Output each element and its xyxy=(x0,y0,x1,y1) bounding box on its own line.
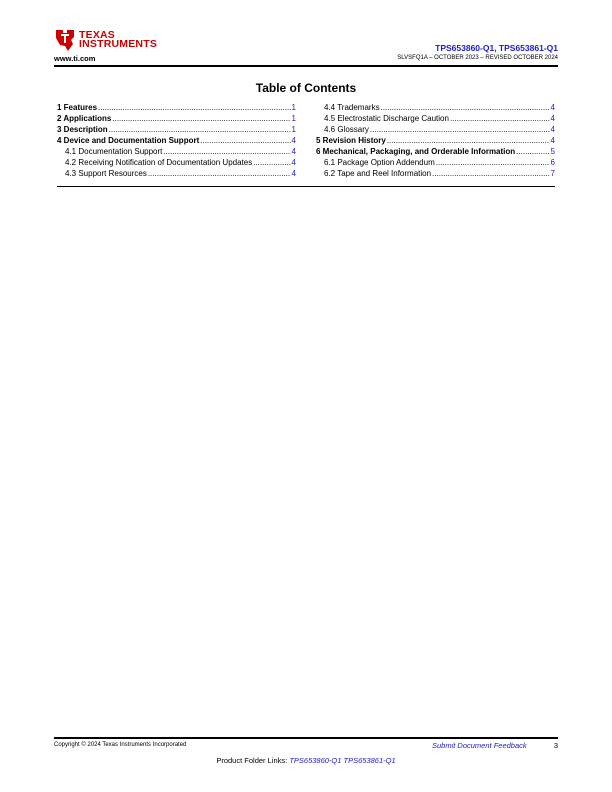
toc-entry-label: 4.4 Trademarks xyxy=(324,103,380,112)
toc-entry-label: 6.2 Tape and Reel Information xyxy=(324,169,432,178)
page-number: 3 xyxy=(553,741,558,750)
toc-entry[interactable] xyxy=(316,102,555,113)
toc-entry[interactable] xyxy=(316,124,555,135)
toc-entry-label: 4.3 Support Resources xyxy=(65,169,147,178)
toc-entry[interactable] xyxy=(57,157,296,168)
toc-leader-dots xyxy=(253,158,290,168)
toc-entry-page[interactable]: 1 xyxy=(291,114,296,123)
toc-entry[interactable] xyxy=(316,168,555,179)
toc-leader-dots xyxy=(148,169,291,179)
toc-entry-page[interactable]: 1 xyxy=(291,125,296,134)
toc-leader-dots xyxy=(112,114,290,124)
toc-entry-page[interactable]: 4 xyxy=(550,136,555,145)
toc-entry-label: 2 Applications xyxy=(57,114,112,123)
toc-entry[interactable] xyxy=(316,113,555,124)
toc-entry-page[interactable]: 7 xyxy=(550,169,555,178)
toc-leader-dots xyxy=(516,147,549,157)
toc-entry-label: 5 Revision History xyxy=(316,136,386,145)
toc-entry-page[interactable]: 4 xyxy=(291,147,296,156)
doc-info: SLVSFQ1A – OCTOBER 2023 – REVISED OCTOBER 2024 xyxy=(397,55,558,61)
toc-entry-label: 4.5 Electrostatic Discharge Caution xyxy=(324,114,449,123)
toc-leader-dots xyxy=(200,136,290,146)
toc-entry-page[interactable]: 4 xyxy=(291,158,296,167)
footer-rule xyxy=(54,737,558,739)
toc-leader-dots xyxy=(98,103,291,113)
toc-entry[interactable] xyxy=(316,157,555,168)
toc-entry[interactable] xyxy=(57,124,296,135)
submit-feedback-link[interactable]: Submit Document Feedback xyxy=(432,741,527,750)
toc-entry[interactable] xyxy=(316,146,555,157)
toc-entry[interactable] xyxy=(57,102,296,113)
toc-entry[interactable] xyxy=(316,135,555,146)
toc-leader-dots xyxy=(370,125,550,135)
toc-entry-label: 6 Mechanical, Packaging, and Orderable Information xyxy=(316,147,516,156)
toc-entry-label: 6.1 Package Option Addendum xyxy=(324,158,435,167)
product-folder-links xyxy=(0,756,612,765)
toc-entry-page[interactable]: 4 xyxy=(291,169,296,178)
product-title-link[interactable]: TPS653860-Q1, TPS653861-Q1 xyxy=(435,43,558,53)
toc-entry-page[interactable]: 4 xyxy=(550,125,555,134)
copyright: Copyright © 2024 Texas Instruments Incorporated xyxy=(54,742,187,748)
ti-state-icon xyxy=(54,28,76,52)
toc-entry-label: 1 Features xyxy=(57,103,98,112)
folder-link-tps653861[interactable]: TPS653861-Q1 xyxy=(343,756,396,765)
toc-entry-page[interactable]: 4 xyxy=(291,136,296,145)
toc-entry-label: 3 Description xyxy=(57,125,108,134)
toc-right-column xyxy=(316,102,555,179)
toc-entry-page[interactable]: 1 xyxy=(291,103,296,112)
toc-leader-dots xyxy=(450,114,550,124)
toc-entry[interactable] xyxy=(57,146,296,157)
logo-line-2: INSTRUMENTS xyxy=(79,38,158,50)
toc-entry-page[interactable]: 5 xyxy=(550,147,555,156)
toc-leader-dots xyxy=(436,158,550,168)
toc-entry-page[interactable]: 6 xyxy=(550,158,555,167)
toc-leader-dots xyxy=(109,125,291,135)
toc-left-column xyxy=(57,102,296,179)
folder-link-tps653860[interactable]: TPS653860-Q1 xyxy=(289,756,342,765)
folder-links-prefix: Product Folder Links: xyxy=(216,756,288,765)
logo-line-1: TEXAS xyxy=(79,29,116,41)
toc-leader-dots xyxy=(432,169,550,179)
toc-title: Table of Contents xyxy=(255,81,357,95)
toc-entry[interactable] xyxy=(57,113,296,124)
logo-wordmark xyxy=(79,31,157,49)
toc-entry[interactable] xyxy=(57,135,296,146)
header-rule xyxy=(54,65,558,67)
toc-leader-dots xyxy=(163,147,290,157)
ti-logo xyxy=(54,28,164,54)
toc-entry-label: 4.2 Receiving Notification of Documentation Updates xyxy=(65,158,253,167)
toc-leader-dots xyxy=(387,136,550,146)
toc-entry-label: 4 Device and Documentation Support xyxy=(57,136,200,145)
toc-leader-dots xyxy=(381,103,550,113)
toc-entry-page[interactable]: 4 xyxy=(550,114,555,123)
toc-entry[interactable] xyxy=(57,168,296,179)
toc-entry-label: 4.6 Glossary xyxy=(324,125,369,134)
toc-entry-label: 4.1 Documentation Support xyxy=(65,147,163,156)
toc-rule xyxy=(57,186,555,187)
toc-entry-page[interactable]: 4 xyxy=(550,103,555,112)
website-link[interactable]: www.ti.com xyxy=(54,54,96,63)
